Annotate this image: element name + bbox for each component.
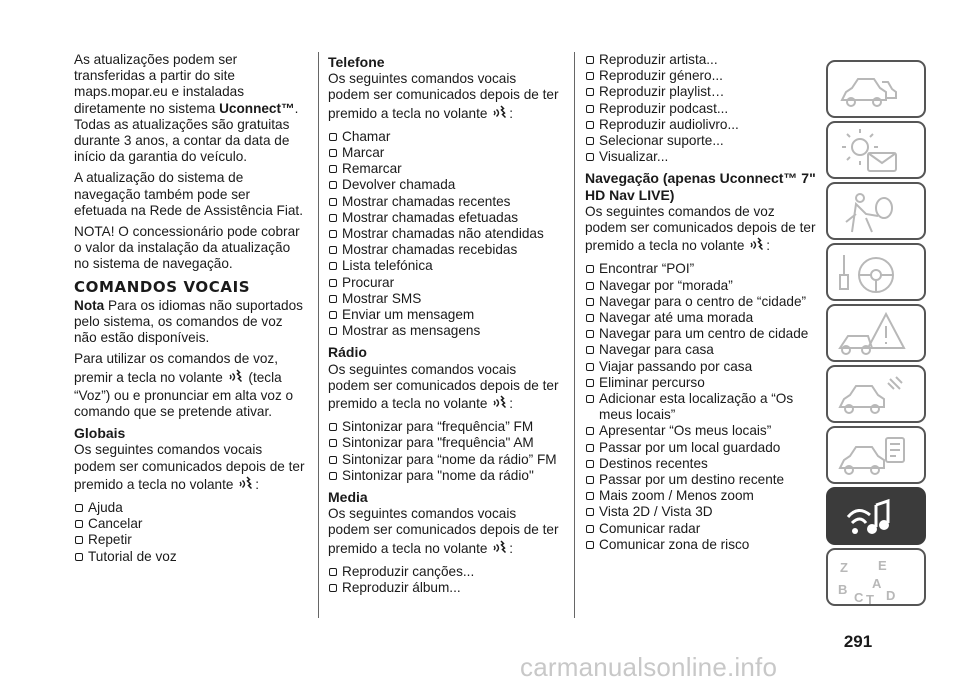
telefone-intro: Os seguintes comandos vocais podem ser comunicados depois de ter premido a tecla no volante : xyxy=(328,71,560,124)
voice-command-icon xyxy=(492,394,508,414)
chapter-tab-driving[interactable] xyxy=(826,243,926,301)
radio-title: Rádio xyxy=(328,344,367,361)
telefone-list xyxy=(328,129,560,340)
list-item: Mostrar as mensagens xyxy=(328,323,560,339)
list-item: Sintonizar para “frequência” FM xyxy=(328,419,560,435)
index-letter: B xyxy=(838,582,848,597)
chapter-tab-car[interactable] xyxy=(826,60,926,118)
steering-wheel-icon xyxy=(828,245,926,301)
list-item: Navegar para casa xyxy=(585,342,817,358)
index-letter: T xyxy=(866,592,874,607)
index-letter: C xyxy=(854,590,864,605)
media-list-continued xyxy=(585,52,817,165)
list-item: Passar por um destino recente xyxy=(585,472,817,488)
nav-intro: Os seguintes comandos de voz podem ser comunicados depois de ter premido a tecla no volante : xyxy=(585,204,817,257)
list-item: Mostrar chamadas não atendidas xyxy=(328,226,560,242)
list-item: Eliminar percurso xyxy=(585,375,817,391)
list-item: Mostrar chamadas recentes xyxy=(328,194,560,210)
column-2 xyxy=(328,52,560,601)
page-number: 291 xyxy=(843,632,873,651)
list-item: Apresentar “Os meus locais” xyxy=(585,423,817,439)
car-specs-icon xyxy=(828,428,926,484)
globais-intro: Os seguintes comandos vocais podem ser comunicados depois de ter premido a tecla no volante : xyxy=(74,442,306,495)
list-item: Remarcar xyxy=(328,161,560,177)
chapter-tab-multimedia[interactable] xyxy=(826,487,926,545)
nav-list xyxy=(585,261,817,553)
airbag-seat-icon xyxy=(828,184,926,240)
index-letter: Z xyxy=(840,560,848,575)
list-item: Sintonizar para “nome da rádio” FM xyxy=(328,452,560,468)
media-intro: Os seguintes comandos vocais podem ser comunicados depois de ter premido a tecla no volante : xyxy=(328,506,560,559)
list-item: Selecionar suporte... xyxy=(585,133,817,149)
index-icon xyxy=(828,550,926,606)
list-item: Chamar xyxy=(328,129,560,145)
list-item: Reproduzir podcast... xyxy=(585,101,817,117)
list-item: Navegar para o centro de “cidade” xyxy=(585,294,817,310)
list-item: Repetir xyxy=(74,532,306,548)
list-item: Navegar até uma morada xyxy=(585,310,817,326)
chapter-tab-technical-data[interactable] xyxy=(826,426,926,484)
list-item: Viajar passando por casa xyxy=(585,359,817,375)
list-item: Tutorial de voz xyxy=(74,549,306,565)
radio-list xyxy=(328,419,560,484)
voice-command-icon xyxy=(238,475,254,495)
globais-list xyxy=(74,500,306,565)
chapter-tab-index[interactable] xyxy=(826,548,926,606)
car-maintenance-icon xyxy=(828,367,926,423)
warning-lights-icon xyxy=(828,123,926,179)
breakdown-icon xyxy=(828,306,926,362)
column-divider xyxy=(574,52,575,618)
list-item: Reproduzir playlist… xyxy=(585,84,817,100)
media-title: Media xyxy=(328,489,368,506)
globais-title: Globais xyxy=(74,425,126,442)
list-item: Sintonizar para "nome da rádio" xyxy=(328,468,560,484)
voice-command-icon xyxy=(492,539,508,559)
paragraph-network: A atualização do sistema de navegação também pode ser efetuada na Rede de Assistência Fiat. xyxy=(74,170,303,218)
column-1 xyxy=(74,52,306,570)
list-item: Cancelar xyxy=(74,516,306,532)
column-divider xyxy=(318,52,319,618)
list-item: Reproduzir género... xyxy=(585,68,817,84)
car-icon xyxy=(828,62,926,118)
voice-command-icon xyxy=(492,104,508,124)
index-letter: E xyxy=(878,558,887,573)
list-item: Mostrar SMS xyxy=(328,291,560,307)
chapter-tab-emergency[interactable] xyxy=(826,304,926,362)
index-letter: A xyxy=(872,576,882,591)
media-list xyxy=(328,564,560,596)
index-letter: D xyxy=(886,588,896,603)
list-item: Reproduzir álbum... xyxy=(328,580,560,596)
list-item: Comunicar zona de risco xyxy=(585,537,817,553)
list-item: Navegar para um centro de cidade xyxy=(585,326,817,342)
list-item: Visualizar... xyxy=(585,149,817,165)
section-title: COMANDOS VOCAIS xyxy=(74,277,251,296)
paragraph-updates: As atualizações podem ser transferidas a partir do site maps.mopar.eu e instaladas diretamente no sistema Uconnect™. Todas as atualizações são gratuitas durante 3 anos, a contar da data de início da garantia do veículo. xyxy=(74,52,299,165)
chapter-tab-maintenance[interactable] xyxy=(826,365,926,423)
list-item: Marcar xyxy=(328,145,560,161)
multimedia-icon xyxy=(828,489,926,545)
chapter-tab-warning-lights[interactable] xyxy=(826,121,926,179)
list-item: Mostrar chamadas efetuadas xyxy=(328,210,560,226)
list-item: Lista telefónica xyxy=(328,258,560,274)
list-item: Comunicar radar xyxy=(585,521,817,537)
voice-command-icon xyxy=(749,236,765,256)
list-item: Navegar por “morada” xyxy=(585,278,817,294)
list-item: Mostrar chamadas recebidas xyxy=(328,242,560,258)
voice-command-icon xyxy=(228,368,244,388)
list-item: Encontrar “POI” xyxy=(585,261,817,277)
radio-intro: Os seguintes comandos vocais podem ser comunicados depois de ter premido a tecla no volante : xyxy=(328,362,560,415)
telefone-title: Telefone xyxy=(328,54,385,70)
list-item: Reproduzir artista... xyxy=(585,52,817,68)
list-item: Sintonizar para "frequência" AM xyxy=(328,435,560,451)
nav-title: Navegação (apenas Uconnect™ 7" HD Nav LIVE) xyxy=(585,170,816,203)
list-item: Passar por um local guardado xyxy=(585,440,817,456)
list-item: Adicionar esta localização a “Os meus locais” xyxy=(585,391,817,423)
list-item: Enviar um mensagem xyxy=(328,307,560,323)
chapter-tab-safety[interactable] xyxy=(826,182,926,240)
watermark: carmanualsonline.info xyxy=(520,652,778,682)
column-3 xyxy=(585,52,817,558)
list-item: Procurar xyxy=(328,275,560,291)
list-item: Vista 2D / Vista 3D xyxy=(585,504,817,520)
list-item: Destinos recentes xyxy=(585,456,817,472)
list-item: Devolver chamada xyxy=(328,177,560,193)
paragraph-note: NOTA! O concessionário pode cobrar o valor da instalação da atualização no sistema de navegação. xyxy=(74,224,300,272)
list-item: Reproduzir audiolivro... xyxy=(585,117,817,133)
paragraph-nota: Nota Para os idiomas não suportados pelo sistema, os comandos de voz não estão disponíveis. xyxy=(74,297,303,346)
paragraph-usage: Para utilizar os comandos de voz, premir a tecla no volante (tecla “Voz”) ou e pronunciar em alta voz o comando que se pretende ativar. xyxy=(74,351,294,420)
list-item: Reproduzir canções... xyxy=(328,564,560,580)
list-item: Mais zoom / Menos zoom xyxy=(585,488,817,504)
uconnect-label: Uconnect™ xyxy=(219,100,295,116)
list-item: Ajuda xyxy=(74,500,306,516)
